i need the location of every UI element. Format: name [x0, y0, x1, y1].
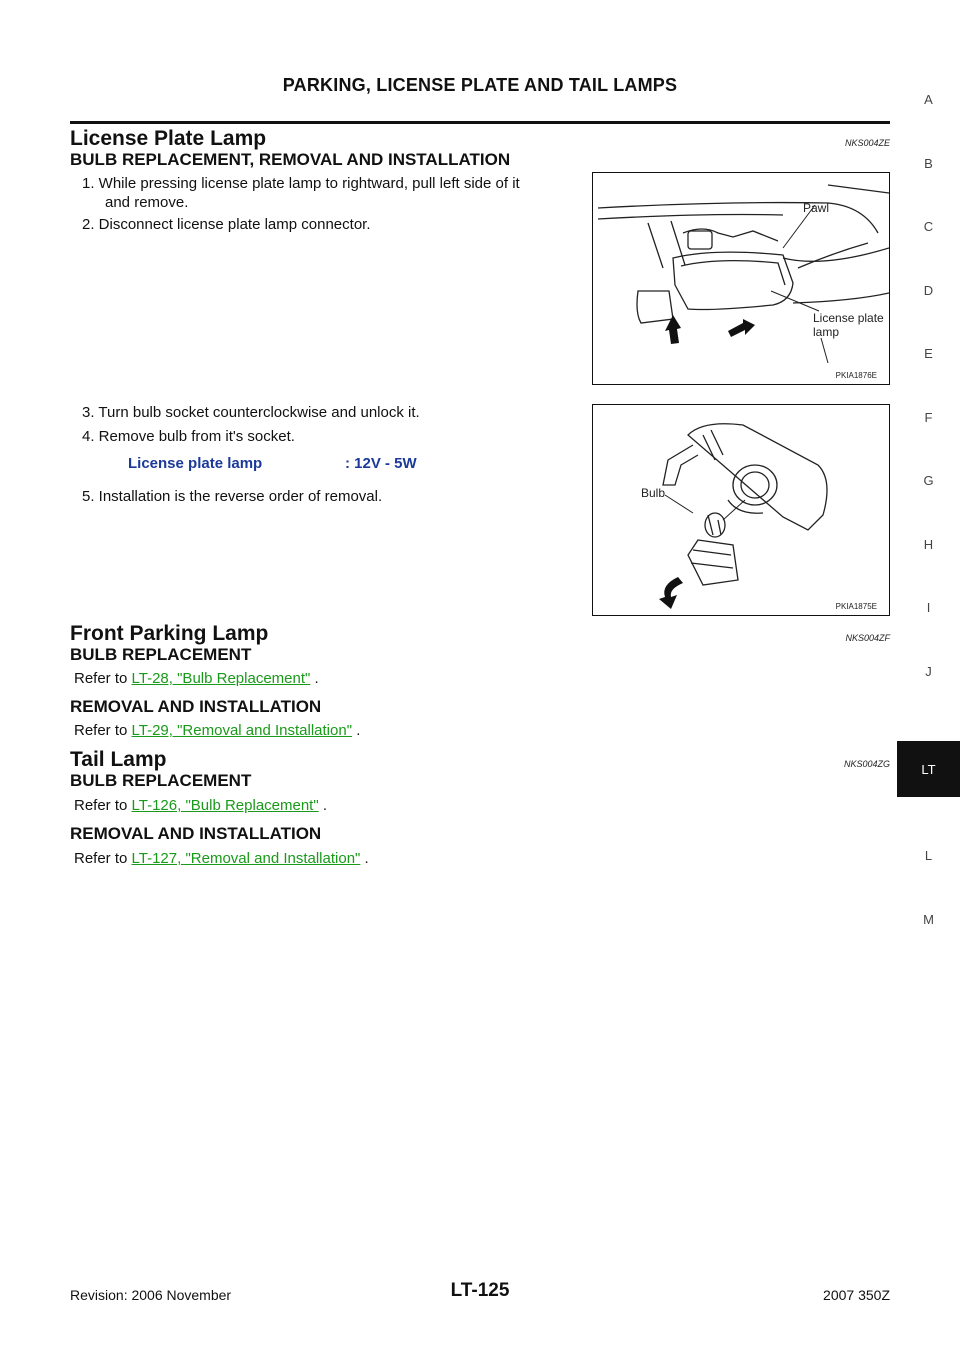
side-tab-g[interactable]: G	[923, 473, 934, 488]
reference-prefix: Refer to	[74, 722, 132, 739]
section-heading-front-parking-lamp: Front Parking Lamp	[70, 622, 269, 645]
side-tab-b[interactable]: B	[924, 156, 933, 171]
reference-prefix: Refer to	[74, 850, 132, 867]
reference-line	[74, 849, 369, 868]
figure-license-plate-lamp-removal	[592, 172, 890, 385]
link-lt-127-removal-installation[interactable]: LT-127, "Removal and Installation"	[131, 850, 361, 867]
section-heading-license-plate-lamp: License Plate Lamp	[70, 127, 267, 150]
figure-label-license-plate: License plate	[813, 311, 884, 325]
reference-suffix: .	[318, 797, 328, 814]
footer-page-number: LT-125	[450, 1280, 510, 1301]
reference-line	[74, 796, 327, 815]
subheading-removal-installation: REMOVAL AND INSTALLATION	[70, 824, 322, 843]
figure-label-bulb: Bulb	[641, 486, 666, 500]
figure-code: PKIA1876E	[835, 371, 877, 380]
footer-model: 2007 350Z	[823, 1287, 890, 1303]
figure-code: PKIA1875E	[835, 602, 877, 611]
section-code: NKS004ZF	[845, 633, 890, 643]
reference-suffix: .	[310, 670, 319, 687]
side-tab-c[interactable]: C	[923, 219, 934, 234]
spec-value: : 12V - 5W	[345, 455, 417, 472]
reference-line	[74, 669, 319, 688]
reference-line	[74, 721, 360, 740]
side-tab-a[interactable]: A	[924, 92, 933, 107]
side-tab-f[interactable]: F	[924, 410, 933, 425]
side-tab-j[interactable]: J	[925, 664, 932, 679]
header-rule	[70, 121, 890, 124]
side-tab-lt-active[interactable]: LT	[897, 741, 960, 797]
side-tab-e[interactable]: E	[924, 346, 933, 361]
reference-prefix: Refer to	[74, 670, 132, 687]
side-tab-d[interactable]: D	[923, 283, 934, 298]
footer-revision: Revision: 2006 November	[70, 1287, 232, 1303]
side-tab-l[interactable]: L	[924, 848, 933, 863]
subheading-bulb-replacement: BULB REPLACEMENT	[70, 771, 252, 790]
step-1-text: 1. While pressing license plate lamp to rightward, pull left side of it	[82, 175, 520, 192]
figure-illustration	[593, 173, 889, 384]
step-1-text-cont: and remove.	[105, 194, 189, 211]
step-5-text: 5. Installation is the reverse order of removal.	[82, 488, 383, 505]
section-heading-tail-lamp: Tail Lamp	[70, 748, 167, 771]
spec-label: License plate lamp	[128, 455, 263, 472]
side-tab-m[interactable]: M	[923, 912, 934, 927]
figure-illustration	[593, 405, 889, 615]
step-2-text: 2. Disconnect license plate lamp connector.	[82, 216, 371, 233]
link-lt-29-removal-installation[interactable]: LT-29, "Removal and Installation"	[131, 722, 353, 739]
subheading-bulb-replacement: BULB REPLACEMENT	[70, 645, 252, 664]
side-tab-i[interactable]: I	[926, 600, 931, 615]
step-3-text: 3. Turn bulb socket counterclockwise and unlock it.	[82, 404, 420, 421]
subheading-bulb-replacement-removal: BULB REPLACEMENT, REMOVAL AND INSTALLATION	[70, 150, 511, 169]
reference-suffix: .	[352, 722, 361, 739]
side-tab-h[interactable]: H	[923, 537, 934, 552]
figure-bulb-removal	[592, 404, 890, 616]
figure-label-lamp: lamp	[813, 325, 840, 339]
page-title: PARKING, LICENSE PLATE AND TAIL LAMPS	[282, 75, 678, 95]
link-lt-28-bulb-replacement[interactable]: LT-28, "Bulb Replacement"	[131, 670, 311, 687]
section-code: NKS004ZE	[844, 138, 890, 148]
subheading-removal-installation: REMOVAL AND INSTALLATION	[70, 697, 322, 716]
figure-label-pawl: Pawl	[803, 201, 830, 215]
reference-prefix: Refer to	[74, 797, 132, 814]
step-4-text: 4. Remove bulb from it's socket.	[82, 428, 295, 445]
reference-suffix: .	[360, 850, 369, 867]
link-lt-126-bulb-replacement[interactable]: LT-126, "Bulb Replacement"	[131, 797, 319, 814]
section-code: NKS004ZG	[843, 759, 890, 769]
